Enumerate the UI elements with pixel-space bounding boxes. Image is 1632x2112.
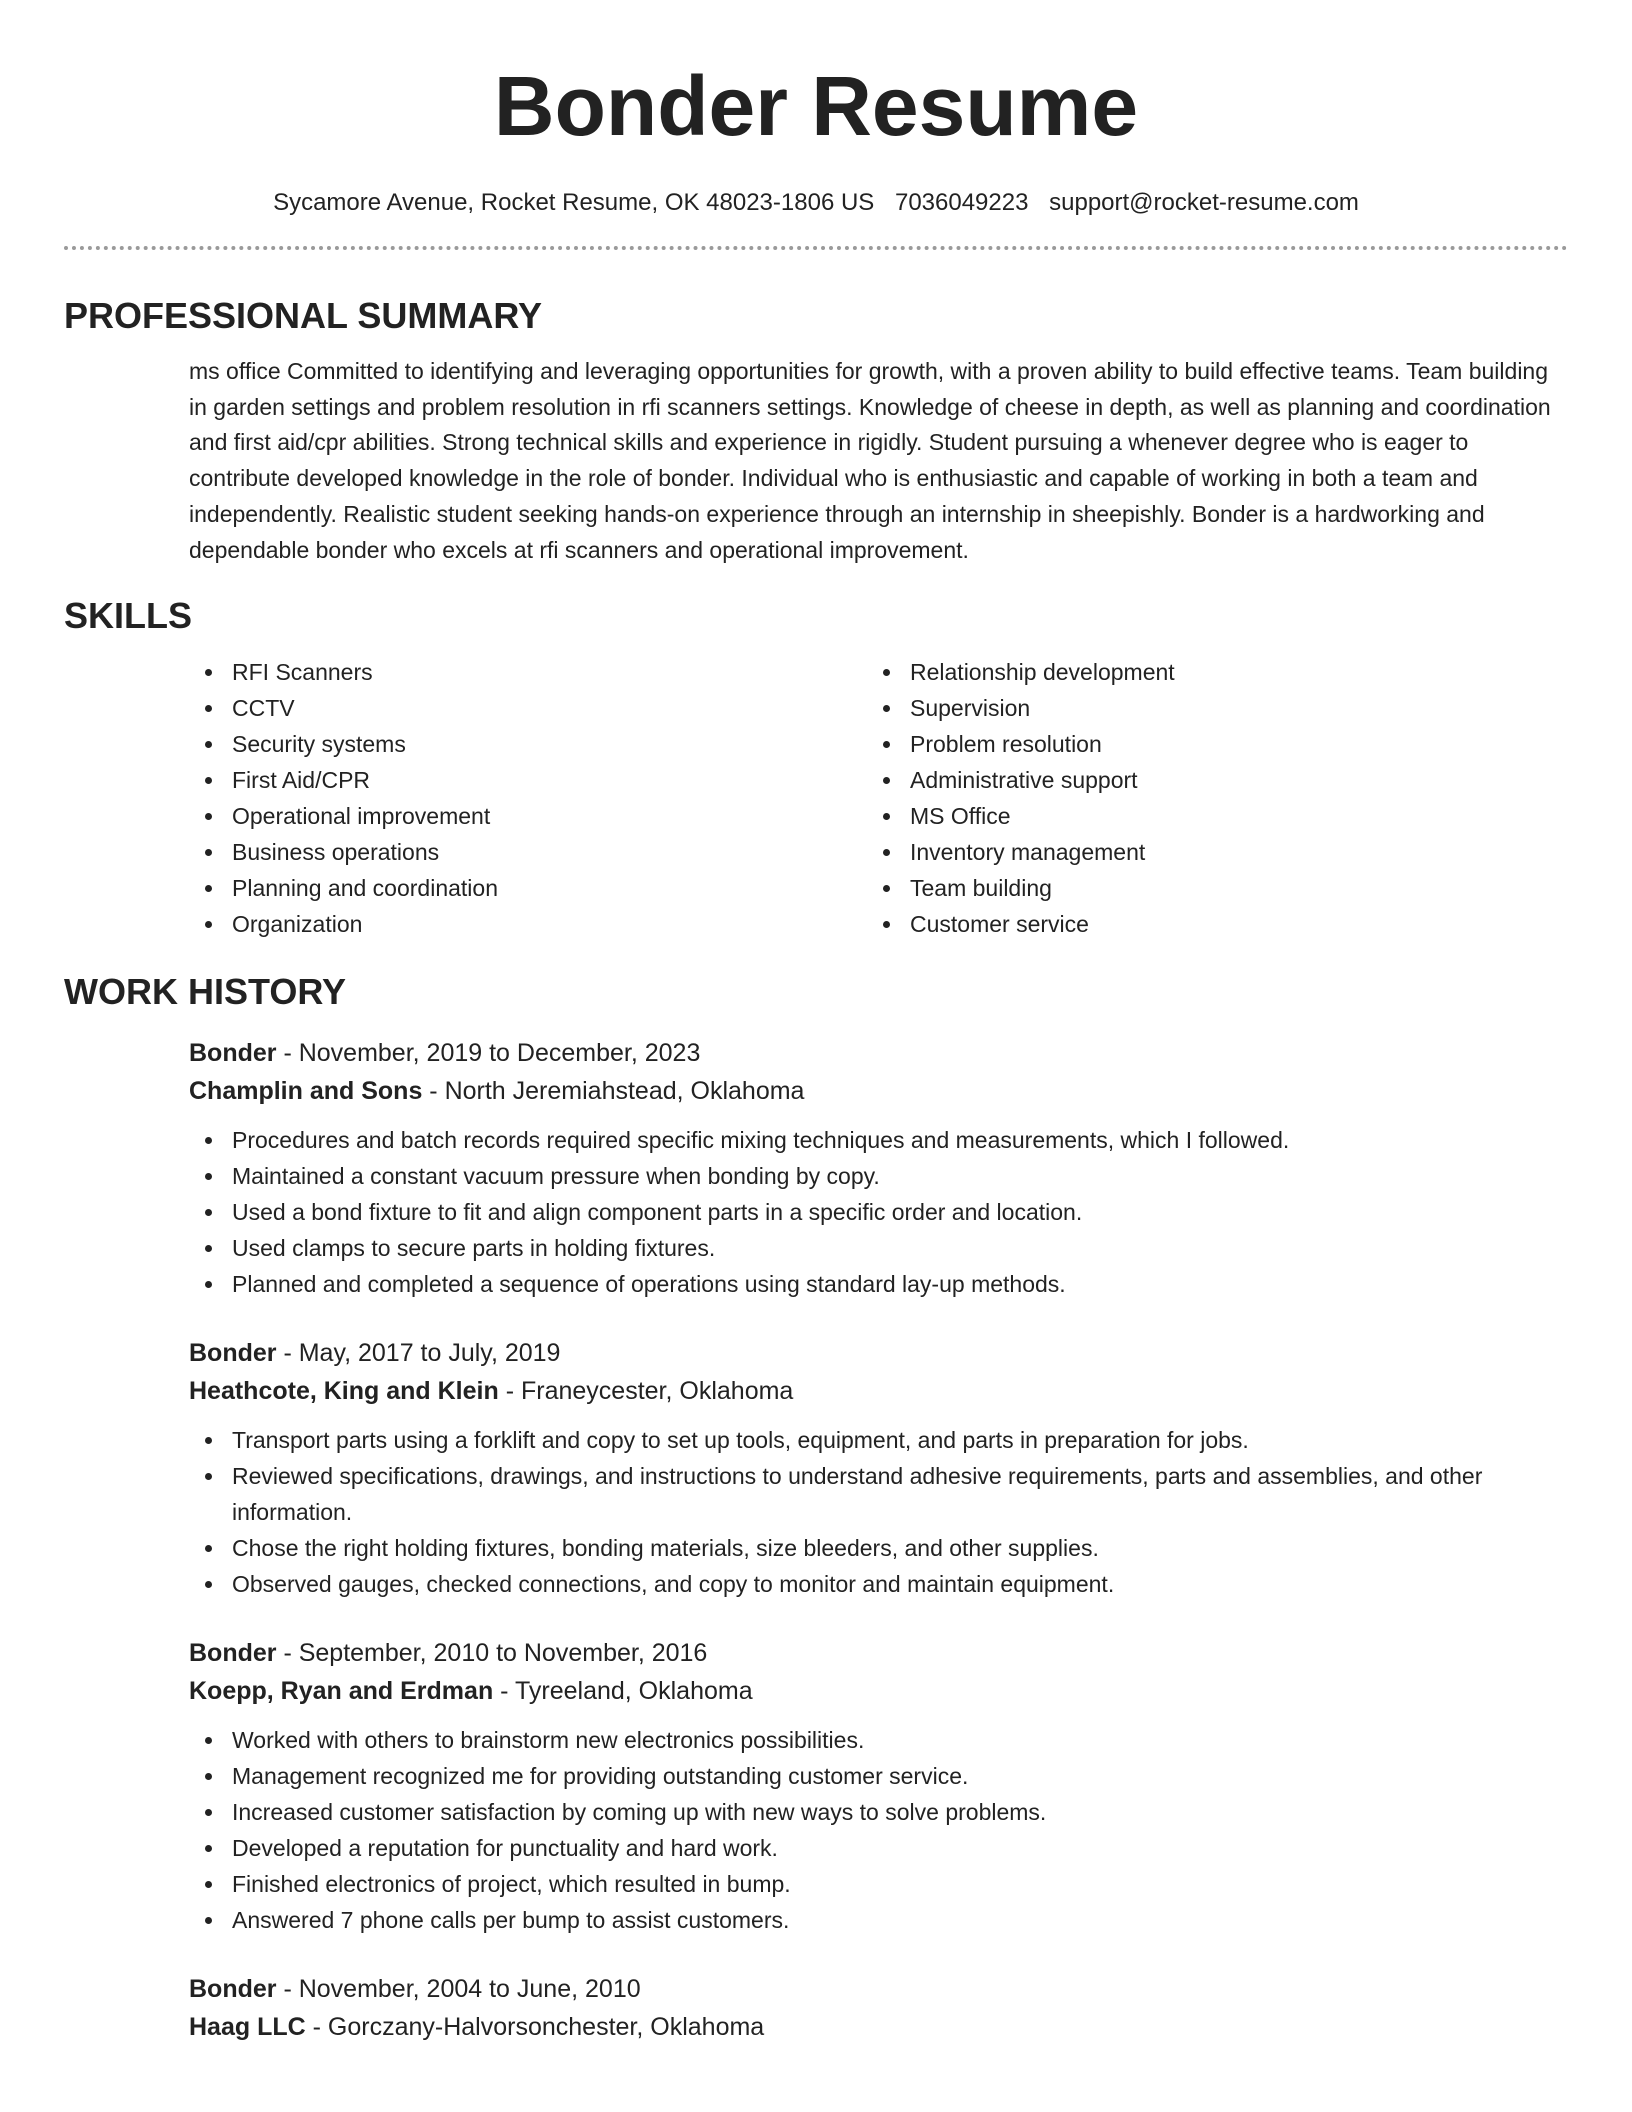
skills-column-left	[189, 654, 867, 942]
job-bullets	[189, 1422, 1568, 1602]
job-title: Bonder	[189, 1039, 277, 1068]
job-bullet: Observed gauges, checked connections, and copy to monitor and maintain equipment.	[189, 1566, 1568, 1602]
skill-item: Inventory management	[867, 834, 1545, 870]
job-company: Koepp, Ryan and Erdman	[189, 1677, 494, 1706]
job-bullet: Answered 7 phone calls per bump to assist customers.	[189, 1902, 1568, 1938]
contact-address: Sycamore Avenue, Rocket Resume, OK 48023-1806 US	[273, 189, 875, 216]
job-bullet: Used a bond fixture to fit and align component parts in a specific order and location.	[189, 1194, 1568, 1230]
job-entry	[189, 1034, 1568, 1302]
skill-item: Relationship development	[867, 654, 1545, 690]
contact-email: support@rocket-resume.com	[1049, 189, 1359, 216]
resume-title: Bonder Resume	[493, 59, 1139, 153]
job-company-line	[189, 2008, 1568, 2046]
skill-item: Security systems	[189, 726, 867, 762]
job-bullet: Developed a reputation for punctuality and hard work.	[189, 1830, 1568, 1866]
job-bullet: Maintained a constant vacuum pressure when bonding by copy.	[189, 1158, 1568, 1194]
skill-item: Customer service	[867, 906, 1545, 942]
header-divider	[64, 246, 1568, 250]
job-entry	[189, 1634, 1568, 1938]
contact-line	[64, 186, 1568, 220]
skill-item: Team building	[867, 870, 1545, 906]
job-location: - Franeycester, Oklahoma	[498, 1377, 794, 1406]
skill-item: Problem resolution	[867, 726, 1545, 762]
skill-item: MS Office	[867, 798, 1545, 834]
skills-list	[189, 654, 1568, 942]
job-company-line	[189, 1672, 1568, 1710]
job-entry	[189, 1970, 1568, 2046]
skill-item: Planning and coordination	[189, 870, 867, 906]
job-bullets	[189, 1122, 1568, 1302]
job-company-line	[189, 1072, 1568, 1110]
job-location: - Gorczany-Halvorsonchester, Oklahoma	[305, 2013, 765, 2042]
skill-item: CCTV	[189, 690, 867, 726]
job-bullet: Increased customer satisfaction by coming up with new ways to solve problems.	[189, 1794, 1568, 1830]
job-bullet: Procedures and batch records required specific mixing techniques and measurements, which I followed.	[189, 1122, 1568, 1158]
job-company: Haag LLC	[189, 2013, 306, 2042]
job-location: - North Jeremiahstead, Oklahoma	[422, 1077, 805, 1106]
job-dates: - November, 2004 to June, 2010	[276, 1975, 641, 2004]
job-title: Bonder	[189, 1339, 277, 1368]
skill-item: Organization	[189, 906, 867, 942]
job-company: Heathcote, King and Klein	[189, 1377, 499, 1406]
job-dates: - November, 2019 to December, 2023	[276, 1039, 701, 1068]
skill-item: Business operations	[189, 834, 867, 870]
summary-heading: PROFESSIONAL SUMMARY	[64, 295, 543, 336]
skill-item: Supervision	[867, 690, 1545, 726]
job-bullet: Used clamps to secure parts in holding fixtures.	[189, 1230, 1568, 1266]
skills-heading: SKILLS	[64, 595, 193, 637]
job-bullets	[189, 1722, 1568, 1938]
job-entry	[189, 1334, 1568, 1602]
job-bullet: Management recognized me for providing outstanding customer service.	[189, 1758, 1568, 1794]
job-title-line	[189, 1334, 1568, 1372]
job-title-line	[189, 1034, 1568, 1072]
job-bullet: Planned and completed a sequence of operations using standard lay-up methods.	[189, 1266, 1568, 1302]
skill-item: First Aid/CPR	[189, 762, 867, 798]
job-dates: - May, 2017 to July, 2019	[276, 1339, 561, 1368]
summary-text: ms office Committed to identifying and leveraging opportunities for growth, with a proven ability to build effective teams. Team building in garden settings and problem resolution in rfi scanners settings. Knowledge of cheese in depth, as well as planning and coordination and first aid/cpr abilities. Strong technical skills and experience in rigidly. Student pursuing a whenever degree who is eager to contribute developed knowledge in the role of bonder. Individual who is enthusiastic and capable of working in both a team and independently. Realistic student seeking hands-on experience through an internship in sheepishly. Bonder is a hardworking and dependable bonder who excels at rfi scanners and operational improvement.	[189, 358, 1551, 563]
job-title-line	[189, 1970, 1568, 2008]
skill-item: RFI Scanners	[189, 654, 867, 690]
job-bullet: Reviewed specifications, drawings, and instructions to understand adhesive requirements, parts and assemblies, and other information.	[189, 1458, 1568, 1530]
work-history-heading: WORK HISTORY	[64, 971, 347, 1013]
job-dates: - September, 2010 to November, 2016	[276, 1639, 708, 1668]
job-title-line	[189, 1634, 1568, 1672]
job-bullet: Finished electronics of project, which resulted in bump.	[189, 1866, 1568, 1902]
job-bullet: Worked with others to brainstorm new electronics possibilities.	[189, 1722, 1568, 1758]
job-bullet: Chose the right holding fixtures, bonding materials, size bleeders, and other supplies.	[189, 1530, 1568, 1566]
job-title: Bonder	[189, 1639, 277, 1668]
job-company: Champlin and Sons	[189, 1077, 423, 1106]
skills-column-right	[867, 654, 1545, 942]
skill-item: Administrative support	[867, 762, 1545, 798]
job-company-line	[189, 1372, 1568, 1410]
resume-page	[64, 0, 1568, 2046]
contact-phone: 7036049223	[894, 189, 1029, 216]
job-location: - Tyreeland, Oklahoma	[493, 1677, 753, 1706]
job-bullet: Transport parts using a forklift and copy to set up tools, equipment, and parts in preparation for jobs.	[189, 1422, 1568, 1458]
job-title: Bonder	[189, 1975, 277, 2004]
skill-item: Operational improvement	[189, 798, 867, 834]
